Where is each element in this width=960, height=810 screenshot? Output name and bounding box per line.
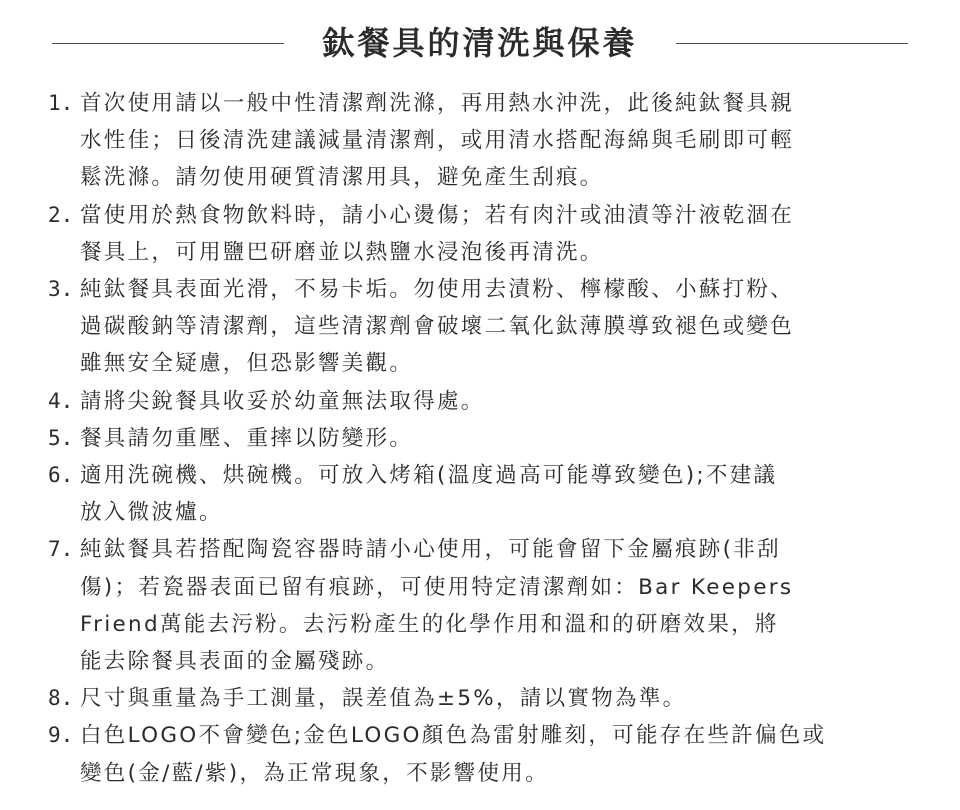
item-number: 4. [48,388,74,413]
list-item [48,197,928,271]
list-item [48,457,928,531]
item-text-line: 放入微波爐。 [80,500,223,526]
item-number: 6. [48,463,74,488]
item-number: 5. [48,425,74,450]
item-number: 3. [48,277,74,302]
list-item [48,271,928,383]
item-text-line: 過碳酸鈉等清潔劑，這些清潔劑會破壞二氧化鈦薄膜導致褪色或變色 [80,314,795,340]
list-item [48,717,928,791]
item-text-line: 純鈦餐具表面光滑，不易卡垢。勿使用去漬粉、檸檬酸、小蘇打粉、 [80,277,795,303]
item-number: 7. [48,537,74,562]
item-text-line: 尺寸與重量為手工測量，誤差值為±5%，請以實物為準。 [80,686,687,712]
header-rule-right [676,43,908,44]
header-rule-left [52,43,284,44]
list-item [48,680,928,717]
item-number: 9. [48,723,74,748]
item-number: 2. [48,202,74,227]
item-text-line: 請將尖銳餐具收妥於幼童無法取得處。 [80,388,485,414]
item-text-line: 傷)；若瓷器表面已留有痕跡，可使用特定清潔劑如：Bar Keepers [80,574,794,600]
item-text-line: 水性佳；日後清洗建議減量清潔劑，或用清水搭配海綿與毛刷即可輕 [80,128,795,154]
page-title: 鈦餐具的清洗與保養 [322,24,638,62]
list-item [48,383,928,420]
item-text-line: 餐具請勿重壓、重摔以防變形。 [80,425,414,451]
list-item [48,85,928,197]
care-instructions-list [48,85,928,792]
list-item [48,531,928,680]
item-text-line: 首次使用請以一般中性清潔劑洗滌，再用熱水沖洗，此後純鈦餐具親 [80,91,795,116]
item-text-line: 餐具上，可用鹽巴研磨並以熱鹽水浸泡後再清洗。 [80,239,604,265]
item-number: 8. [48,686,74,711]
section-header [0,14,960,70]
item-text-line: 白色LOGO不會變色;金色LOGO顏色為雷射雕刻，可能存在些許偏色或 [80,723,827,749]
item-text-line: Friend萬能去污粉。去污粉產生的化學作用和溫和的研磨效果，將 [80,611,779,637]
item-text-line: 純鈦餐具若搭配陶瓷容器時請小心使用，可能會留下金屬痕跡(非刮 [80,537,781,563]
item-number: 1. [48,91,74,115]
item-text-line: 當使用於熱食物飲料時，請小心燙傷；若有肉汁或油漬等汁液乾涸在 [80,202,795,228]
item-text-line: 能去除餐具表面的金屬殘跡。 [80,649,390,675]
item-text-line: 雖無安全疑慮，但恐影響美觀。 [80,351,414,377]
item-text-line: 變色(金/藍/紫)，為正常現象，不影響使用。 [80,760,549,786]
list-item [48,420,928,457]
item-text-line: 鬆洗滌。請勿使用硬質清潔用具，避免產生刮痕。 [80,165,604,191]
item-text-line: 適用洗碗機、烘碗機。可放入烤箱(溫度過高可能導致變色);不建議 [80,463,778,489]
